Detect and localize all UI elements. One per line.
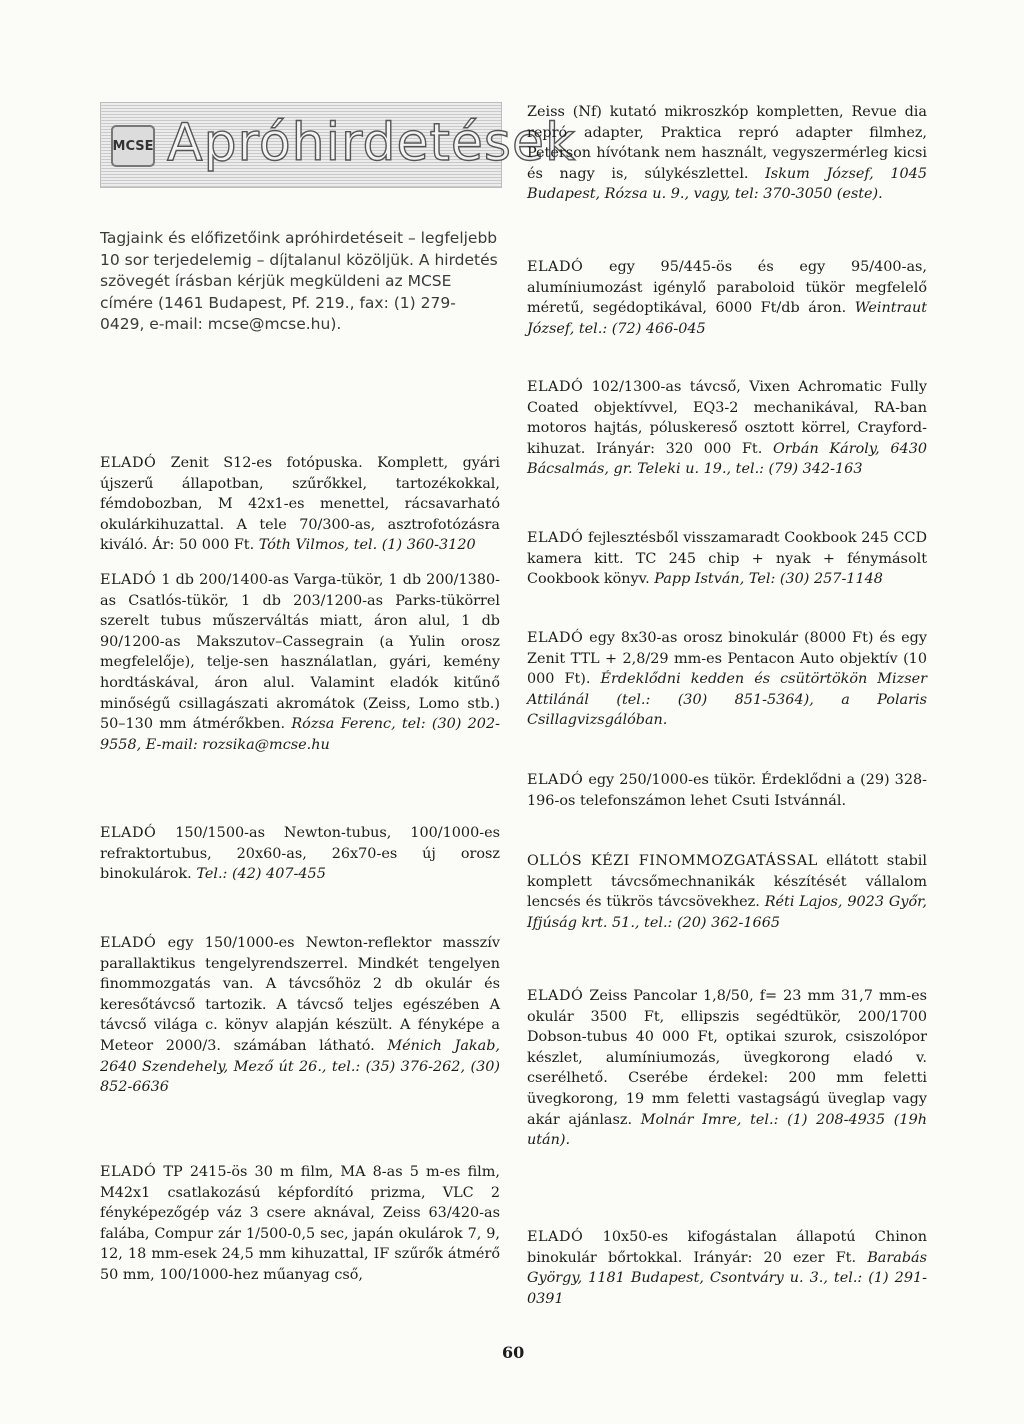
ad-lead: ELADÓ	[527, 530, 584, 546]
ad-lead: ELADÓ	[527, 630, 584, 646]
ad-contact: Barabás György, 1181 Budapest, Csontváry u. 3., tel.: (1) 291-0391	[527, 1249, 927, 1307]
classified-ad	[527, 770, 927, 811]
ad-text: Zeiss Pancolar 1,8/50, f= 23 mm 31,7 mm-es okulár 3500 Ft, ellipszis segédtükör, 200/1700 Dobson-tubus 40 000 Ft, optikai szurok, csiszolópor készlet, alumíniumozás, üvegkorong eladó v. cserélhető. Cserébe érdekel: 200 mm feletti üvegkorong, 19 mm feletti vastagságú üveglap vagy akár ajánlasz.	[527, 988, 927, 1128]
section-title: Apróhirdetések	[167, 113, 577, 173]
ad-lead: ELADÓ	[100, 1164, 157, 1180]
classified-ad	[100, 1162, 500, 1286]
classified-ad	[100, 570, 500, 755]
classified-ad	[527, 1227, 927, 1309]
ad-contact: Réti Lajos, 9023 Győr, Ifjúság krt. 51., tel.: (20) 362-1665	[527, 894, 928, 931]
ad-contact: Orbán Károly, 6430 Bácsalmás, gr. Teleki u. 19., tel.: (79) 342-163	[527, 440, 928, 478]
ad-text: Zenit S12-es fotópuska. Komplett, gyári újszerű állapotban, szűrőkkel, tartozékokkal, fémdobozban, M 42x1-es menettel, rácsavarható okulárkihuzattal. A tele 70/300-as, asztrofotózásra kiváló. Ár: 50 000 Ft.	[100, 455, 500, 554]
ad-lead: OLLÓS KÉZI FINOMMOZGATÁSSAL	[527, 853, 818, 869]
classified-ad	[527, 528, 927, 590]
classified-ad	[100, 453, 500, 556]
classified-ad	[527, 102, 927, 205]
classified-ad	[527, 377, 927, 480]
classified-ad	[527, 986, 927, 1151]
classified-ad	[100, 933, 500, 1098]
ad-text: ellátott stabil komplett távcsőmechnanikák készítését vállalom lencsés és tükrös távcsövekhez.	[527, 853, 927, 911]
ad-lead: ELADÓ	[100, 935, 157, 951]
ad-contact: Molnár Imre, tel.: (1) 208-4935 (19h után).	[527, 1111, 927, 1149]
ad-contact: Weintraut József, tel.: (72) 466-045	[527, 300, 927, 337]
classified-ad	[527, 257, 927, 339]
ad-text: fejlesztésből visszamaradt Cookbook 245 CCD kamera kitt. TC 245 chip + nyak + fénymásolt Cookbook könyv.	[527, 530, 927, 588]
ad-lead: ELADÓ	[527, 1229, 584, 1245]
ad-text: 102/1300-as távcső, Vixen Achromatic Fully Coated objektívvel, EQ3-2 mechanikával, RA-ban motoros hajtás, póluskereső osztott körrel, Crayford-kihuzat. Irányár: 320 000 Ft.	[527, 379, 927, 457]
classified-ad	[527, 851, 927, 933]
ad-text: 1 db 200/1400-as Varga-tükör, 1 db 200/1380-as Csatlós-tükör, 1 db 203/1200-as Parks-tükörrel szerelt tubus műszerváltás miatt, áron alul, 1 db 90/1200-as Makszutov–Cassegrain (a Yulin orosz megfelelője), telje-sen használatlan, gyári, kemény hordtáskával, áron alul. Valamint eladók kitűnő minőségű csillagászati akromátok (Zeiss, Lomo stb.) 50–130 mm átmérőkben.	[100, 572, 500, 733]
ad-contact: Ménich Jakab, 2640 Szendehely, Mező út 26., tel.: (35) 376-262, (30) 852-6636	[100, 1037, 500, 1096]
classified-ad	[100, 823, 500, 885]
page-number: 60	[502, 1343, 525, 1362]
ad-text: TP 2415-ös 30 m film, MA 8-as 5 m-es film, M42x1 csatlakozású képfordító prizma, VLC 2 fényképezőgép váz 3 csere aknával, Zeiss 63/420-as falába, Compur zár 1/500-0,5 sec, japán okulárok 7, 9, 12, 18 mm-esek 24,5 mm kihuzattal, IF szűrők átmérő 50 mm, 100/1000-hez műanyag cső,	[100, 1164, 500, 1283]
ad-contact: Papp István, Tel: (30) 257-1148	[654, 571, 883, 588]
ad-lead: ELADÓ	[100, 455, 157, 471]
ad-lead: ELADÓ	[527, 259, 584, 275]
ad-text: egy 250/1000-es tükör. Érdeklődni a (29) 328-196-os telefonszámon lehet Csuti Istvánnál.	[527, 772, 927, 809]
mcse-logo-icon: MCSE	[111, 125, 155, 167]
ad-lead: ELADÓ	[100, 825, 157, 841]
ad-lead: ELADÓ	[527, 379, 584, 395]
ad-text: egy 8x30-as orosz binokulár (8000 Ft) és egy Zenit TTL + 2,8/29 mm-es Pentacon Auto objektív (10 000 Ft).	[527, 630, 927, 688]
ad-text: egy 95/445-ös és egy 95/400-as, alumíniumozást igénylő paraboloid tükör megfelelő méretű, segédoptikával, 6000 Ft/db áron.	[527, 259, 927, 317]
ad-contact: Rózsa Ferenc, tel: (30) 202-9558, E-mail: rozsika@mcse.hu	[100, 716, 500, 753]
ad-text: 150/1500-as Newton-tubus, 100/1000-es refraktortubus, 20x60-as, 26x70-es új orosz binokulárok.	[100, 825, 500, 883]
ad-contact: Érdeklődni kedden és csütörtökön Mizser Attilánál (tel.: (30) 851-5364), a Polaris Csillagvizsgálóban.	[527, 671, 927, 729]
ad-text: 10x50-es kifogástalan állapotú Chinon binokulár bőrtokkal. Irányár: 20 ezer Ft.	[527, 1229, 927, 1266]
ad-text: Zeiss (Nf) kutató mikroszkóp kompletten, Revue dia repró adapter, Praktica repró adapter filmhez, Peterson hívótank nem használt, vegyszermérleg kicsi és nagy is, súlykészlettel.	[527, 104, 927, 182]
ad-contact: Iskum József, 1045 Budapest, Rózsa u. 9., vagy, tel: 370-3050 (este).	[527, 165, 928, 203]
intro-text: Tagjaink és előfizetőink apróhirdetéseit – legfeljebb 10 sor terjedelemig – díjtalanul közöljük. A hirdetés szövegét írásban kérjük megküldeni az MCSE címére (1461 Budapest, Pf. 219., fax: (1) 279-0429, e-mail: mcse@mcse.hu).	[100, 229, 498, 333]
classified-ad	[527, 628, 927, 731]
ad-lead: ELADÓ	[527, 772, 584, 788]
ad-contact: Tóth Vilmos, tel. (1) 360-3120	[258, 537, 476, 554]
ad-lead: ELADÓ	[527, 988, 584, 1004]
ad-lead: ELADÓ	[100, 572, 157, 588]
ad-contact: Tel.: (42) 407-455	[196, 866, 326, 883]
ad-text: egy 150/1000-es Newton-reflektor masszív parallaktikus tengelyrendszerrel. Mindkét tengelyen finommozgatás van. A távcsőhöz 2 db okulár és keresőtávcső tartozik. A távcső teljes egészében A távcső világa c. könyv alapján készült. A fényképe a Meteor 2000/3. számában látható.	[100, 935, 500, 1054]
section-banner	[100, 102, 577, 188]
